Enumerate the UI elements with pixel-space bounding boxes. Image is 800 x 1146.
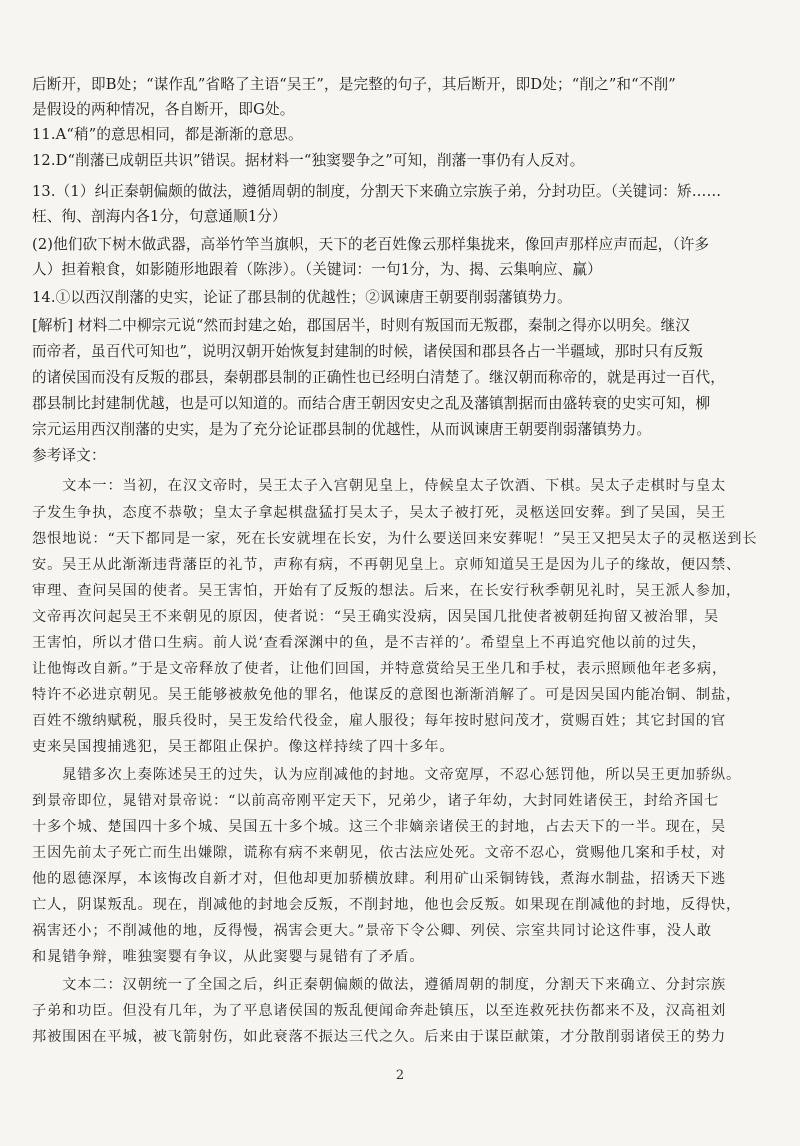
translation-line: 安。吴王从此渐渐违背藩臣的礼节，声称有病，不再朝见皇上。京师知道吴王是因为儿子的缘故，便囚禁、 [32, 557, 742, 573]
translation-line: 子弟和功臣。但没有几年，为了平息诸侯国的叛乱便闻命奔赴镇压，以至连救死扶伤都来不及，汉高祖刘 [32, 1003, 727, 1019]
translation-line: 十多个城、楚国四十多个城、吴国五十多个城。这三个非嫡亲诸侯王的封地，占去天下的一半。现在，吴 [32, 819, 727, 835]
answer-line: 人）担着粮食，如影随形地跟着（陈涉）。（关键词：一句1分，为、揭、云集响应、赢） [32, 261, 602, 278]
translation-line: 文帝再次问起吴王不来朝见的原因，使者说：“吴王确实没病，因吴国几批使者被朝廷拘留又被治罪，吴 [32, 609, 720, 625]
translation-line: 子发生争执，态度不恭敬；皇太子拿起棋盘猛打吴太子，吴太子被打死，灵柩送回安葬。到了吴国，吴王 [32, 505, 727, 521]
translation-line: 让他悔改自新。”于是文帝释放了使者，让他们回国，并特意赏给吴王坐几和手杖，表示照顾他年老多病， [32, 661, 728, 677]
translation-line: 审理、查问吴国的使者。吴王害怕，开始有了反叛的想法。后来，在长安行秋季朝见礼时，吴王派人参加， [32, 583, 742, 599]
translation-line: 王害怕，所以才借口生病。前人说‘查看深渊中的鱼，是不吉祥的’。希望皇上不再追究他以前的过失， [32, 635, 707, 651]
translation-line: 到景帝即位，晁错对景帝说：“以前高帝刚平定天下，兄弟少，诸子年幼，大封同姓诸侯王，封给齐国七 [32, 793, 720, 809]
answer-line: 而帝者，虽百代可知也”，说明汉朝开始恢复封建制的时候，诸侯国和郡县各占一半疆域，那时只有反叛 [32, 343, 704, 360]
answer-line: 枉、徇、剖海内各1分，句意通顺1分） [32, 208, 287, 225]
translation-line: 文本一：当初，在汉文帝时，吴王太子入宫朝见皇上，侍候皇太子饮酒、下棋。吴太子走棋时与皇太 [32, 478, 727, 494]
page-number: 2 [395, 1068, 405, 1083]
answer-line: 13.（1）纠正秦朝偏颇的做法，遵循周朝的制度，分割天下来确立宗族子弟，分封功臣。（关键词：矫…… [32, 183, 722, 200]
answer-line: 后断开，即B处；“谋作乱”省略了主语“吴王”，是完整的句子，其后断开，即D处；“削之”和“不削” [32, 76, 676, 93]
translation-line: 文本二：汉朝统一了全国之后，纠正秦朝偏颇的做法，遵循周朝的制度，分割天下来确立、分封宗族 [32, 977, 727, 993]
translation-line: 祸害还小；不削减他的地，反得慢，祸害会更大。”景帝下令公卿、列侯、宗室共同讨论这件事，没人敢 [32, 923, 712, 939]
answer-line: 11.A“稍”的意思相同，都是渐渐的意思。 [32, 126, 303, 143]
section-heading: 参考译文： [32, 447, 106, 464]
translation-line: 怨恨地说：“天下都同是一家，死在长安就埋在长安，为什么要送回来安葬呢！”吴王又把吴太子的灵柩送到长 [32, 531, 758, 547]
translation-line: 吏来吴国搜捕逃犯，吴王都阻止保护。像这样持续了四十多年。 [32, 739, 455, 755]
answer-line: 是假设的两种情况，各自断开，即G处。 [32, 101, 295, 118]
translation-line: 邦被围困在平城，被飞箭射伤，如此衰落不振达三代之久。后来由于谋臣献策，才分散削弱诸侯王的势力 [32, 1029, 727, 1045]
translation-line: 百姓不缴纳赋税，服兵役时，吴王发给代役金，雇人服役；每年按时慰问茂才，赏赐百姓；其它封国的官 [32, 713, 727, 729]
translation-line: 晁错多次上奏陈述吴王的过失，认为应削减他的封地。文帝宽厚，不忍心惩罚他，所以吴王更加骄纵。 [32, 767, 742, 783]
answer-line: 郡县制比封建制优越，也是可以知道的。而结合唐王朝因安史之乱及藩镇割据而由盛转衰的史实可知，柳 [32, 395, 711, 412]
answer-line: 12.D“削藩已成朝臣共识”错误。据材料一“独窦婴争之”可知，削藩一事仍有人反对。 [32, 152, 585, 169]
translation-line: 他的恩德深厚，本该悔改自新才对，但他却更加骄横放肆。利用矿山采铜铸钱，煮海水制盐，招诱天下逃 [32, 871, 727, 887]
answer-line: 宗元运用西汉削藩的史实，是为了充分论证郡县制的优越性，从而讽谏唐王朝要削弱藩镇势力。 [32, 421, 652, 438]
answer-line: (2)他们砍下树木做武器，高举竹竿当旗帜，天下的老百姓像云那样集拢来，像回声那样应声而起，（许多 [32, 236, 710, 253]
answer-line: [解析] 材料二中柳宗元说“然而封建之始，郡国居半，时则有叛国而无叛郡，秦制之得亦以明矣。继汉 [32, 317, 691, 334]
answer-line: 14.①以西汉削藩的史实，论证了郡县制的优越性；②讽谏唐王朝要削弱藩镇势力。 [32, 289, 572, 306]
answer-line: 的诸侯国而没有反叛的郡县，秦朝郡县制的正确性也已经明白清楚了。继汉朝而称帝的，就是再过一百代， [32, 369, 725, 386]
translation-line: 特许不必进京朝见。吴王能够被赦免他的罪名，他谋反的意图也渐渐消解了。可是因吴国内能冶铜、制盐， [32, 687, 742, 703]
translation-line: 亡人，阴谋叛乱。现在，削减他的封地会反叛，不削封地，他也会反叛。如果现在削减他的封地，反得快， [32, 897, 742, 913]
translation-line: 王因先前太子死亡而生出嫌隙，谎称有病不来朝见，依古法应处死。文帝不忍心，赏赐他几案和手杖，对 [32, 845, 727, 861]
translation-line: 和晁错争辩，唯独窦婴有争议，从此窦婴与晁错有了矛盾。 [32, 949, 425, 965]
